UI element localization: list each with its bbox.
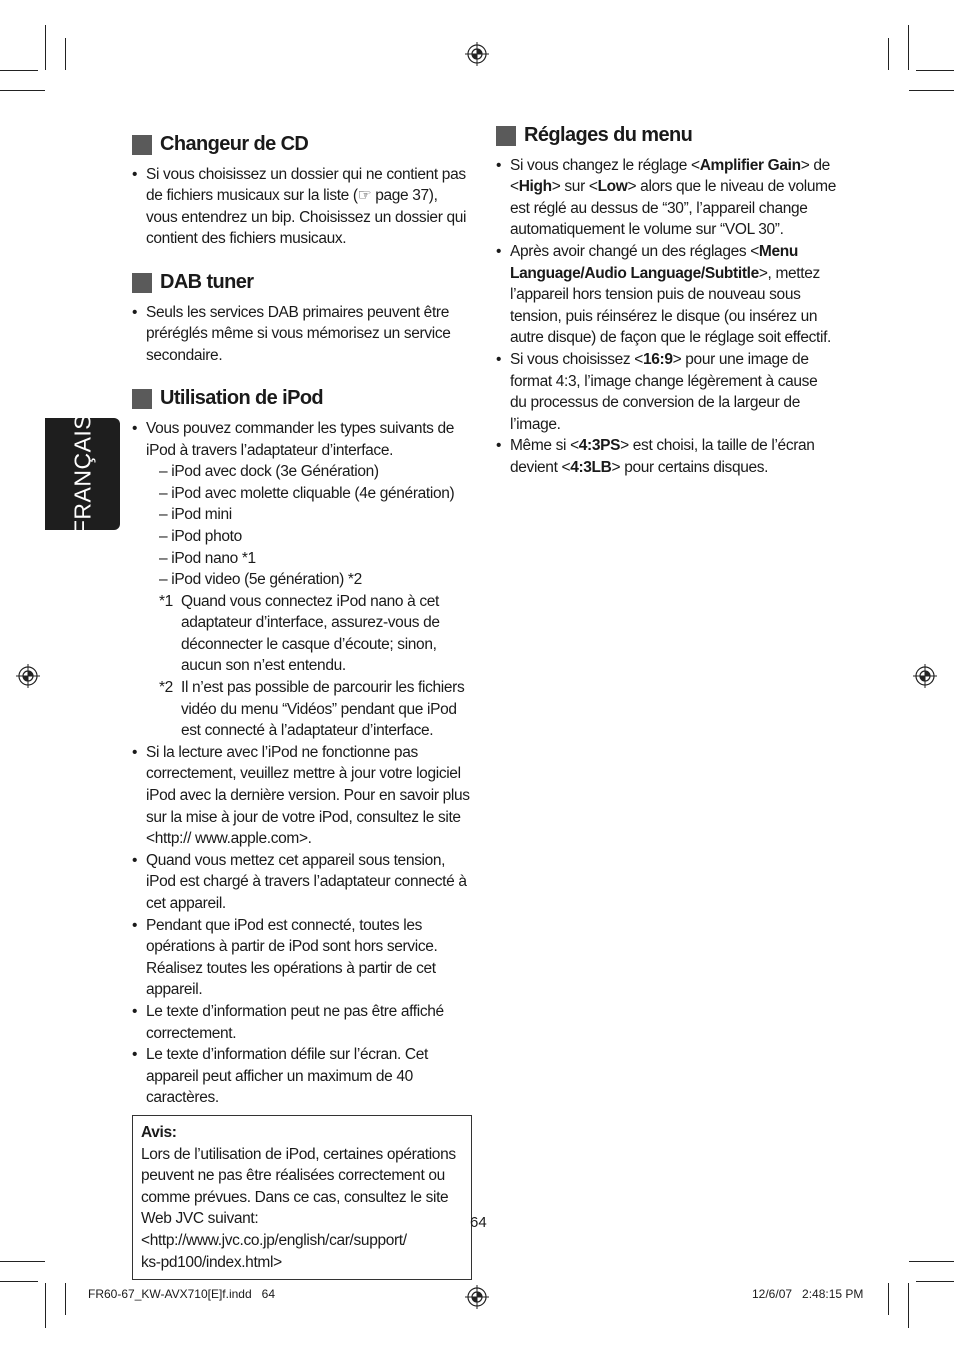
notice-url: <http://www.jvc.co.jp/english/car/support/ — [141, 1231, 407, 1249]
text: > pour une image de format 4:3, l’image change légèrement à cause du processus de conversion de la largeur de l’image. — [510, 350, 818, 433]
text: > alors que le niveau de volume est réglé au dessus de “30”, l’appareil change automatiquement le volume sur “VOL 30”. — [510, 178, 836, 239]
text: Amplifier Gain — [699, 156, 801, 174]
list-item — [496, 155, 836, 241]
section-title: Réglages du menu — [524, 124, 693, 146]
bullet-list — [132, 164, 472, 250]
notice-text: Lors de l’utilisation de iPod, certaines opérations peuvent ne pas être réalisées correctement ou comme prévues. Dans ce cas, consultez le site Web JVC suivant: — [141, 1145, 456, 1228]
list-item — [132, 164, 472, 250]
text: Même si < — [510, 437, 579, 455]
section-title: Changeur de CD — [160, 133, 309, 155]
footer-timestamp: 12/6/07 2:48:15 PM — [752, 1287, 864, 1301]
section-title: DAB tuner — [160, 270, 254, 293]
text: 4:3LB — [570, 458, 612, 476]
text: High — [518, 178, 552, 196]
reference-icon: ☞ — [357, 187, 372, 205]
section-menu — [496, 125, 836, 479]
list-item: • Le texte d’information défile sur l’écran. Cet appareil peut afficher un maximum de 40 caractères. — [132, 1044, 472, 1109]
text: >, mettez l’appareil hors tension puis de nouveau sous tension, puis réinsérez le disque (ou insérez un autre disque) de façon que le réglage soit effectif. — [510, 264, 832, 347]
text: Menu Language/Audio Language/Subtitle — [510, 242, 798, 282]
section-ipod — [132, 388, 472, 1280]
ipod-model: – iPod avec molette cliquable (4e génération) — [159, 484, 455, 502]
section-header — [132, 272, 472, 294]
text: – iPod video (5e génération) — [159, 571, 348, 589]
text: > pour certains disques. — [611, 458, 769, 476]
crop-mark — [65, 38, 66, 70]
notice-url: ks-pd100/index.html> — [141, 1253, 282, 1271]
ipod-model-list — [146, 461, 472, 742]
text: Vous pouvez commander les types suivants de iPod à travers l’adaptateur d’interface. — [146, 419, 455, 459]
list-item — [496, 435, 836, 478]
ipod-model: – iPod avec dock (3e Génération) — [159, 463, 379, 481]
text: 4:3PS — [578, 437, 621, 455]
footnote-marker: *1 — [159, 592, 173, 610]
right-column — [496, 125, 836, 479]
crop-mark — [65, 1283, 66, 1315]
ipod-model — [159, 569, 472, 591]
page-number: 64 — [470, 1214, 487, 1231]
crop-mark — [916, 70, 954, 71]
notice-title: Avis: — [141, 1123, 177, 1141]
text: page 37), vous entendrez un bip. Choisissez un dossier qui contient des fichiers musicaux. — [146, 187, 467, 248]
left-column — [132, 134, 472, 1280]
text: > sur < — [551, 178, 598, 196]
language-tab — [45, 413, 120, 535]
notice-box — [132, 1115, 472, 1280]
bullet-list — [496, 155, 836, 479]
crop-mark — [45, 1283, 46, 1328]
crop-mark — [888, 38, 889, 70]
text: > est choisi, la taille de l’écran devient < — [510, 437, 815, 476]
ipod-model — [159, 548, 472, 570]
list-item: • Quand vous mettez cet appareil sous tension, iPod est chargé à travers l’adaptateur connecté à cet appareil. — [132, 850, 472, 915]
list-item — [496, 241, 836, 349]
text: Après avoir changé un des réglages < — [510, 242, 759, 260]
registration-mark-icon — [16, 664, 40, 688]
text: Si vous choisissez un dossier qui ne contient pas — [146, 165, 466, 183]
crop-mark — [0, 1261, 45, 1262]
ipod-model: – iPod photo — [159, 527, 242, 545]
text: de fichiers musicaux sur la liste ( — [146, 187, 358, 205]
section-square-icon — [132, 135, 152, 155]
bullet-list — [132, 418, 472, 1109]
text: Si vous changez le réglage < — [510, 156, 700, 174]
list-item: • Le texte d’information peut ne pas être affiché correctement. — [132, 1001, 472, 1044]
section-header — [132, 134, 472, 156]
text: 16:9 — [643, 350, 673, 368]
text: Si vous choisissez < — [510, 350, 643, 368]
crop-mark — [0, 1281, 38, 1282]
crop-mark — [908, 1283, 909, 1328]
crop-mark — [0, 70, 38, 71]
list-item: • Pendant que iPod est connecté, toutes les opérations à partir de iPod sont hors service. Réalisez toutes les opérations à partir de cet appareil. — [132, 915, 472, 1001]
section-header — [496, 125, 836, 147]
section-square-icon — [132, 389, 152, 409]
language-tab-label: FRANÇAIS — [69, 413, 95, 535]
footnote-marker: *1 — [241, 549, 256, 567]
list-item — [496, 349, 836, 435]
text: Low — [597, 178, 628, 196]
section-dab — [132, 272, 472, 366]
registration-mark-icon — [465, 1285, 489, 1309]
footnote-marker: *2 — [347, 571, 362, 589]
text: > de < — [510, 156, 830, 196]
section-changeur — [132, 134, 472, 250]
registration-mark-icon — [913, 664, 937, 688]
registration-mark-icon — [465, 42, 489, 66]
bullet-list — [132, 302, 472, 367]
footnote — [159, 677, 472, 742]
list-item: • Si la lecture avec l’iPod ne fonctionne pas correctement, veuillez mettre à jour votre logiciel iPod avec la dernière version. Pour en savoir plus sur la mise à jour de votre iPod, consultez le site <http:// www.apple.com>. — [132, 742, 472, 850]
list-item — [132, 418, 472, 742]
ipod-model: – iPod mini — [159, 506, 232, 524]
section-square-icon — [496, 126, 516, 146]
crop-mark — [908, 25, 909, 70]
crop-mark — [888, 1283, 889, 1315]
section-header — [132, 388, 472, 410]
crop-mark — [0, 90, 45, 91]
text: – iPod nano — [159, 549, 242, 567]
text: Il n’est pas possible de parcourir les fichiers vidéo du menu “Vidéos” pendant que iPod est connecté à l’adaptateur d’interface. — [181, 679, 465, 740]
text: Quand vous connectez iPod nano à cet adaptateur d’interface, assurez-vous de déconnecter le casque d’écoute; sinon, aucun son n’est entendu. — [181, 592, 440, 675]
footnote-marker: *2 — [159, 679, 173, 697]
section-square-icon — [132, 273, 152, 293]
footer-file-info: FR60-67_KW-AVX710[E]f.indd 64 — [88, 1287, 275, 1301]
crop-mark — [45, 25, 46, 70]
crop-mark — [909, 1261, 954, 1262]
list-item: • Seuls les services DAB primaires peuvent être préréglés même si vous mémorisez un service secondaire. — [132, 302, 472, 367]
crop-mark — [916, 1281, 954, 1282]
footnote — [159, 591, 472, 677]
crop-mark — [909, 90, 954, 91]
section-title: Utilisation de iPod — [160, 387, 324, 410]
